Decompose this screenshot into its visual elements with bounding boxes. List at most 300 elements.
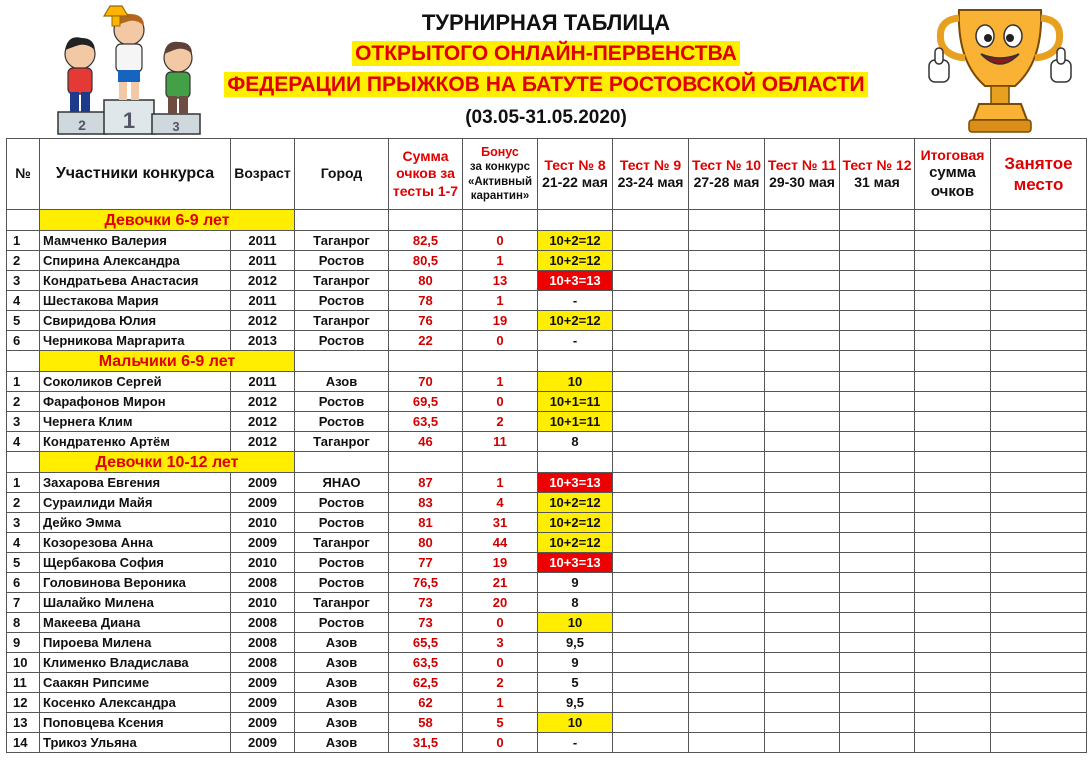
- test11-score: [765, 533, 840, 553]
- empty-cell: [613, 452, 689, 473]
- test11-score: [765, 513, 840, 533]
- bonus-points: 44: [463, 533, 538, 553]
- empty-cell: [840, 452, 915, 473]
- place: [991, 653, 1087, 673]
- test11-score: [765, 473, 840, 493]
- group-spacer-cell: [7, 210, 40, 231]
- empty-cell: [991, 452, 1087, 473]
- birth-year: 2011: [231, 291, 295, 311]
- city: Ростов: [295, 513, 389, 533]
- test11-score: [765, 493, 840, 513]
- group-name: Девочки 10-12 лет: [40, 452, 295, 473]
- table-header-row: [7, 139, 1087, 210]
- table-row: [7, 693, 1087, 713]
- participant-name: Клименко Владислава: [40, 653, 231, 673]
- test8-score: 9,5: [538, 633, 613, 653]
- table-row: [7, 271, 1087, 291]
- participant-name: Спирина Александра: [40, 251, 231, 271]
- empty-cell: [295, 210, 389, 231]
- row-number: 7: [7, 593, 40, 613]
- empty-cell: [295, 351, 389, 372]
- participant-name: Трикоз Ульяна: [40, 733, 231, 753]
- total-score: [915, 271, 991, 291]
- table-row: [7, 493, 1087, 513]
- table-row: [7, 553, 1087, 573]
- total-score: [915, 513, 991, 533]
- total-score: [915, 633, 991, 653]
- city: Ростов: [295, 291, 389, 311]
- table-row: [7, 633, 1087, 653]
- col-test11-header: Тест № 11 29-30 мая: [765, 139, 840, 210]
- test8-score: 10+2=12: [538, 493, 613, 513]
- sum-tests-1-7: 78: [389, 291, 463, 311]
- sum-tests-1-7: 80,5: [389, 251, 463, 271]
- test8-score: 10: [538, 713, 613, 733]
- test8-score: 9: [538, 573, 613, 593]
- row-number: 4: [7, 291, 40, 311]
- birth-year: 2009: [231, 493, 295, 513]
- table-row: [7, 392, 1087, 412]
- bonus-points: 0: [463, 231, 538, 251]
- city: Азов: [295, 693, 389, 713]
- row-number: 6: [7, 331, 40, 351]
- place: [991, 231, 1087, 251]
- place: [991, 633, 1087, 653]
- test9-score: [613, 513, 689, 533]
- place: [991, 331, 1087, 351]
- bonus-points: 0: [463, 613, 538, 633]
- subtitle-championship: ОТКРЫТОГО ОНЛАЙН-ПЕРВЕНСТВА: [0, 42, 1092, 66]
- test12-score: [840, 593, 915, 613]
- participant-name: Соколиков Сергей: [40, 372, 231, 392]
- bonus-points: 11: [463, 432, 538, 452]
- svg-text:3: 3: [172, 119, 180, 134]
- place: [991, 412, 1087, 432]
- row-number: 4: [7, 533, 40, 553]
- city: ЯНАО: [295, 473, 389, 493]
- test10-score: [689, 251, 765, 271]
- table-row: [7, 473, 1087, 493]
- empty-cell: [689, 452, 765, 473]
- test10-score: [689, 533, 765, 553]
- total-score: [915, 733, 991, 753]
- participant-name: Головинова Вероника: [40, 573, 231, 593]
- test10-score: [689, 513, 765, 533]
- total-score: [915, 693, 991, 713]
- city: Таганрог: [295, 271, 389, 291]
- bonus-points: 0: [463, 331, 538, 351]
- city: Таганрог: [295, 311, 389, 331]
- empty-cell: [538, 351, 613, 372]
- table-row: [7, 311, 1087, 331]
- subtitle-federation: ФЕДЕРАЦИИ ПРЫЖКОВ НА БАТУТЕ РОСТОВСКОЙ ОБЛАСТИ: [0, 73, 1092, 97]
- participant-name: Дейко Эмма: [40, 513, 231, 533]
- test12-score: [840, 653, 915, 673]
- city: Ростов: [295, 331, 389, 351]
- bonus-points: 0: [463, 392, 538, 412]
- table-row: [7, 733, 1087, 753]
- bonus-points: 1: [463, 291, 538, 311]
- city: Таганрог: [295, 432, 389, 452]
- test8-score: 10+2=12: [538, 231, 613, 251]
- test9-score: [613, 533, 689, 553]
- sum-tests-1-7: 76,5: [389, 573, 463, 593]
- test11-score: [765, 271, 840, 291]
- row-number: 3: [7, 513, 40, 533]
- test9-score: [613, 573, 689, 593]
- test8-score: 10+3=13: [538, 473, 613, 493]
- city: Азов: [295, 633, 389, 653]
- test12-score: [840, 311, 915, 331]
- empty-cell: [915, 351, 991, 372]
- participant-name: Козорезова Анна: [40, 533, 231, 553]
- test11-score: [765, 613, 840, 633]
- place: [991, 553, 1087, 573]
- total-score: [915, 613, 991, 633]
- bonus-points: 13: [463, 271, 538, 291]
- place: [991, 573, 1087, 593]
- birth-year: 2008: [231, 613, 295, 633]
- test10-score: [689, 392, 765, 412]
- empty-cell: [613, 351, 689, 372]
- sum-tests-1-7: 83: [389, 493, 463, 513]
- test8-score: 10+2=12: [538, 311, 613, 331]
- row-number: 5: [7, 553, 40, 573]
- sum-tests-1-7: 62,5: [389, 673, 463, 693]
- row-number: 14: [7, 733, 40, 753]
- city: Таганрог: [295, 533, 389, 553]
- total-score: [915, 653, 991, 673]
- birth-year: 2012: [231, 311, 295, 331]
- test10-score: [689, 331, 765, 351]
- participant-name: Саакян Рипсиме: [40, 673, 231, 693]
- test9-score: [613, 231, 689, 251]
- col-number-header: №: [7, 139, 40, 210]
- row-number: 12: [7, 693, 40, 713]
- city: Азов: [295, 653, 389, 673]
- test12-score: [840, 713, 915, 733]
- group-spacer-cell: [7, 351, 40, 372]
- test10-score: [689, 573, 765, 593]
- row-number: 11: [7, 673, 40, 693]
- test8-score: 10+1=11: [538, 392, 613, 412]
- test9-score: [613, 653, 689, 673]
- sum-tests-1-7: 22: [389, 331, 463, 351]
- test12-score: [840, 573, 915, 593]
- test9-score: [613, 473, 689, 493]
- birth-year: 2011: [231, 372, 295, 392]
- total-score: [915, 473, 991, 493]
- birth-year: 2010: [231, 593, 295, 613]
- test9-score: [613, 251, 689, 271]
- header: [0, 0, 1092, 137]
- sum-tests-1-7: 81: [389, 513, 463, 533]
- table-row: [7, 513, 1087, 533]
- col-test8-header: Тест № 8 21-22 мая: [538, 139, 613, 210]
- bonus-points: 4: [463, 493, 538, 513]
- sum-tests-1-7: 70: [389, 372, 463, 392]
- total-score: [915, 553, 991, 573]
- birth-year: 2010: [231, 513, 295, 533]
- table-row: [7, 613, 1087, 633]
- total-score: [915, 331, 991, 351]
- bonus-points: 19: [463, 553, 538, 573]
- row-number: 2: [7, 392, 40, 412]
- test10-score: [689, 412, 765, 432]
- participant-name: Чернега Клим: [40, 412, 231, 432]
- test12-score: [840, 291, 915, 311]
- group-header-row: [7, 452, 1087, 473]
- table-row: [7, 412, 1087, 432]
- test12-score: [840, 693, 915, 713]
- test11-score: [765, 713, 840, 733]
- city: Ростов: [295, 573, 389, 593]
- empty-cell: [463, 452, 538, 473]
- sum-tests-1-7: 65,5: [389, 633, 463, 653]
- total-score: [915, 432, 991, 452]
- test12-score: [840, 372, 915, 392]
- col-sum-header: Сумма очков за тесты 1-7: [389, 139, 463, 210]
- date-range: (03.05-31.05.2020): [465, 107, 627, 128]
- test10-score: [689, 653, 765, 673]
- test8-score: -: [538, 331, 613, 351]
- total-score: [915, 593, 991, 613]
- city: Азов: [295, 713, 389, 733]
- sum-tests-1-7: 63,5: [389, 412, 463, 432]
- svg-text:2: 2: [78, 117, 86, 133]
- bonus-points: 1: [463, 372, 538, 392]
- table-row: [7, 231, 1087, 251]
- group-name: Мальчики 6-9 лет: [40, 351, 295, 372]
- test10-score: [689, 271, 765, 291]
- participant-name: Щербакова София: [40, 553, 231, 573]
- participant-name: Кондратьева Анастасия: [40, 271, 231, 291]
- city: Ростов: [295, 251, 389, 271]
- test11-score: [765, 372, 840, 392]
- total-score: [915, 392, 991, 412]
- empty-cell: [613, 210, 689, 231]
- test12-score: [840, 513, 915, 533]
- birth-year: 2008: [231, 633, 295, 653]
- test8-score: 10+2=12: [538, 513, 613, 533]
- city: Азов: [295, 733, 389, 753]
- table-row: [7, 593, 1087, 613]
- test9-score: [613, 593, 689, 613]
- sum-tests-1-7: 80: [389, 533, 463, 553]
- test9-score: [613, 613, 689, 633]
- test11-score: [765, 251, 840, 271]
- test11-score: [765, 673, 840, 693]
- place: [991, 311, 1087, 331]
- place: [991, 673, 1087, 693]
- test12-score: [840, 613, 915, 633]
- col-test9-header: Тест № 9 23-24 мая: [613, 139, 689, 210]
- test8-score: 9,5: [538, 693, 613, 713]
- empty-cell: [538, 452, 613, 473]
- sum-tests-1-7: 80: [389, 271, 463, 291]
- participant-name: Свиридова Юлия: [40, 311, 231, 331]
- test9-score: [613, 432, 689, 452]
- test10-score: [689, 473, 765, 493]
- test8-score: 10: [538, 613, 613, 633]
- test11-score: [765, 633, 840, 653]
- participant-name: Пироева Милена: [40, 633, 231, 653]
- test8-score: 10+2=12: [538, 533, 613, 553]
- test9-score: [613, 392, 689, 412]
- col-participants-header: Участники конкурса: [40, 139, 231, 210]
- standings-body: [7, 210, 1087, 753]
- bonus-points: 21: [463, 573, 538, 593]
- test12-score: [840, 251, 915, 271]
- total-score: [915, 493, 991, 513]
- total-score: [915, 251, 991, 271]
- test9-score: [613, 331, 689, 351]
- birth-year: 2012: [231, 412, 295, 432]
- test10-score: [689, 613, 765, 633]
- test9-score: [613, 733, 689, 753]
- table-row: [7, 331, 1087, 351]
- col-city-header: Город: [295, 139, 389, 210]
- empty-cell: [915, 210, 991, 231]
- row-number: 3: [7, 271, 40, 291]
- city: Ростов: [295, 412, 389, 432]
- birth-year: 2009: [231, 713, 295, 733]
- city: Ростов: [295, 553, 389, 573]
- empty-cell: [991, 210, 1087, 231]
- test9-score: [613, 311, 689, 331]
- birth-year: 2012: [231, 392, 295, 412]
- test11-score: [765, 573, 840, 593]
- total-score: [915, 573, 991, 593]
- bonus-points: 1: [463, 251, 538, 271]
- total-score: [915, 291, 991, 311]
- test9-score: [613, 493, 689, 513]
- empty-cell: [840, 210, 915, 231]
- place: [991, 693, 1087, 713]
- table-row: [7, 533, 1087, 553]
- col-age-header: Возраст: [231, 139, 295, 210]
- place: [991, 473, 1087, 493]
- row-number: 1: [7, 372, 40, 392]
- total-score: [915, 231, 991, 251]
- city: Ростов: [295, 493, 389, 513]
- row-number: 8: [7, 613, 40, 633]
- empty-cell: [840, 351, 915, 372]
- test12-score: [840, 473, 915, 493]
- participant-name: Захарова Евгения: [40, 473, 231, 493]
- sum-tests-1-7: 63,5: [389, 653, 463, 673]
- city: Ростов: [295, 613, 389, 633]
- participant-name: Черникова Маргарита: [40, 331, 231, 351]
- birth-year: 2012: [231, 271, 295, 291]
- sum-tests-1-7: 87: [389, 473, 463, 493]
- total-score: [915, 713, 991, 733]
- birth-year: 2008: [231, 653, 295, 673]
- test10-score: [689, 633, 765, 653]
- test12-score: [840, 392, 915, 412]
- participant-name: Мамченко Валерия: [40, 231, 231, 251]
- place: [991, 432, 1087, 452]
- total-score: [915, 311, 991, 331]
- row-number: 1: [7, 473, 40, 493]
- col-place-header: Занятое место: [991, 139, 1087, 210]
- test10-score: [689, 311, 765, 331]
- col-total-header: Итоговая сумма очков: [915, 139, 991, 210]
- test8-score: 8: [538, 593, 613, 613]
- bonus-points: 3: [463, 633, 538, 653]
- table-row: [7, 291, 1087, 311]
- test10-score: [689, 553, 765, 573]
- smiling-trophy-thumbs-up-icon: [925, 2, 1075, 136]
- test9-score: [613, 713, 689, 733]
- group-header-row: [7, 351, 1087, 372]
- place: [991, 493, 1087, 513]
- test8-score: 10+2=12: [538, 251, 613, 271]
- birth-year: 2011: [231, 251, 295, 271]
- test11-score: [765, 392, 840, 412]
- row-number: 6: [7, 573, 40, 593]
- test8-score: 10: [538, 372, 613, 392]
- place: [991, 372, 1087, 392]
- empty-cell: [765, 210, 840, 231]
- participant-name: Сураилиди Майя: [40, 493, 231, 513]
- city: Таганрог: [295, 231, 389, 251]
- col-test12-header: Тест № 12 31 мая: [840, 139, 915, 210]
- bonus-points: 1: [463, 473, 538, 493]
- test12-score: [840, 673, 915, 693]
- city: Таганрог: [295, 593, 389, 613]
- test12-score: [840, 633, 915, 653]
- empty-cell: [991, 351, 1087, 372]
- birth-year: 2009: [231, 673, 295, 693]
- total-score: [915, 412, 991, 432]
- empty-cell: [389, 210, 463, 231]
- test8-score: -: [538, 291, 613, 311]
- standings-table: [6, 138, 1087, 753]
- bonus-points: 2: [463, 673, 538, 693]
- row-number: 5: [7, 311, 40, 331]
- col-test10-header: Тест № 10 27-28 мая: [689, 139, 765, 210]
- birth-year: 2010: [231, 553, 295, 573]
- bonus-points: 31: [463, 513, 538, 533]
- birth-year: 2009: [231, 693, 295, 713]
- bonus-points: 20: [463, 593, 538, 613]
- test12-score: [840, 412, 915, 432]
- place: [991, 513, 1087, 533]
- bonus-points: 1: [463, 693, 538, 713]
- place: [991, 733, 1087, 753]
- test9-score: [613, 291, 689, 311]
- test10-score: [689, 493, 765, 513]
- test8-score: 10+3=13: [538, 553, 613, 573]
- empty-cell: [463, 210, 538, 231]
- table-row: [7, 673, 1087, 693]
- test10-score: [689, 713, 765, 733]
- birth-year: 2012: [231, 432, 295, 452]
- row-number: 13: [7, 713, 40, 733]
- test10-score: [689, 693, 765, 713]
- participant-name: Шестакова Мария: [40, 291, 231, 311]
- test12-score: [840, 733, 915, 753]
- group-header-row: [7, 210, 1087, 231]
- test9-score: [613, 673, 689, 693]
- birth-year: 2008: [231, 573, 295, 593]
- test11-score: [765, 733, 840, 753]
- sum-tests-1-7: 69,5: [389, 392, 463, 412]
- group-spacer-cell: [7, 452, 40, 473]
- test9-score: [613, 693, 689, 713]
- test10-score: [689, 593, 765, 613]
